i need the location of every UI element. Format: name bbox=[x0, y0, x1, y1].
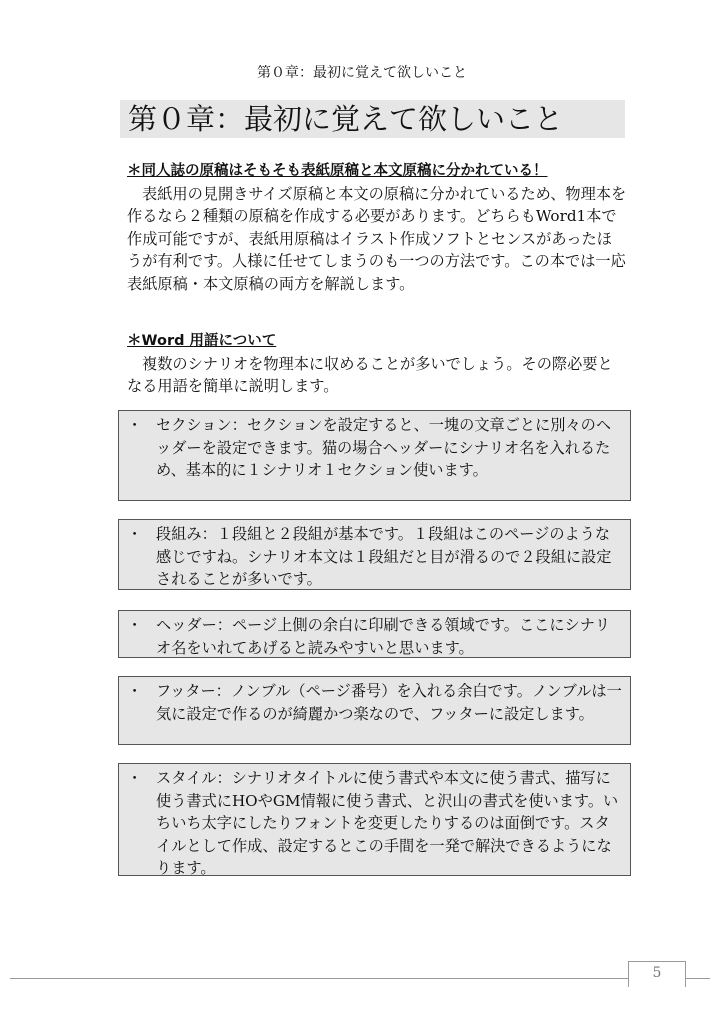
footer-rule bbox=[10, 978, 710, 979]
section-original-manuscripts bbox=[127, 160, 627, 295]
chapter-title: 第０章：最初に覚えて欲しいこと bbox=[120, 100, 625, 138]
term-text: ヘッダー：ページ上側の余白に印刷できる領域です。ここにシナリオ名をいれてあげると読みやすいと思います。 bbox=[156, 616, 611, 657]
section-body: 複数のシナリオを物理本に収めることが多いでしょう。その際必要となる用語を簡単に説明します。 bbox=[127, 354, 613, 395]
term-box-footer bbox=[118, 676, 631, 745]
running-header: 第０章：最初に覚えて欲しいこと bbox=[257, 65, 467, 81]
term-text: フッター：ノンブル（ページ番号）を入れる余白です。ノンブルは一気に設定で作るのが綺麗かつ楽なので、フッターに設定します。 bbox=[156, 682, 622, 723]
section-word-terms bbox=[127, 330, 627, 398]
term-box-header bbox=[118, 610, 631, 658]
section-heading: ＊同人誌の原稿はそもそも表紙原稿と本文原稿に分かれている！ bbox=[127, 163, 548, 179]
section-body: 表紙用の見開きサイズ原稿と本文の原稿に分かれているため、物理本を作るなら２種類の原稿を作成する必要があります。どちらもWord1本で作成可能ですが、表紙用原稿はイラスト作成ソフトとセンスがあったほうが有利です。人様に任せてしまうのも一つの方法です。この本では一応表紙原稿・本文原稿の両方を解説します。 bbox=[127, 184, 627, 293]
bullet: ・ bbox=[127, 616, 143, 634]
term-text: 段組み：１段組と２段組が基本です。１段組はこのページのような感じですね。シナリオ本文は１段組だと目が滑るので２段組に設定されることが多いです。 bbox=[156, 525, 612, 588]
bullet: ・ bbox=[127, 416, 143, 434]
page-number: 5 bbox=[652, 965, 662, 981]
section-heading: ＊Word 用語について bbox=[127, 333, 277, 349]
term-box-style bbox=[118, 763, 631, 876]
bullet: ・ bbox=[127, 682, 143, 700]
term-text: セクション：セクションを設定すると、一塊の文章ごとに別々のヘッダーを設定できます。猫の場合ヘッダーにシナリオ名を入れるため、基本的に１シナリオ１セクション使います。 bbox=[156, 416, 612, 479]
term-text: スタイル：シナリオタイトルに使う書式や本文に使う書式、描写に使う書式にHOやGM情報に使う書式、と沢山の書式を使います。いちいち太字にしたりフォントを変更したりするのは面倒です。スタイルとして作成、設定するとこの手間を一発で解決できるようになります。 bbox=[156, 769, 619, 877]
term-box-columns bbox=[118, 519, 631, 590]
bullet: ・ bbox=[127, 769, 143, 787]
term-box-section bbox=[118, 410, 631, 501]
bullet: ・ bbox=[127, 525, 143, 543]
